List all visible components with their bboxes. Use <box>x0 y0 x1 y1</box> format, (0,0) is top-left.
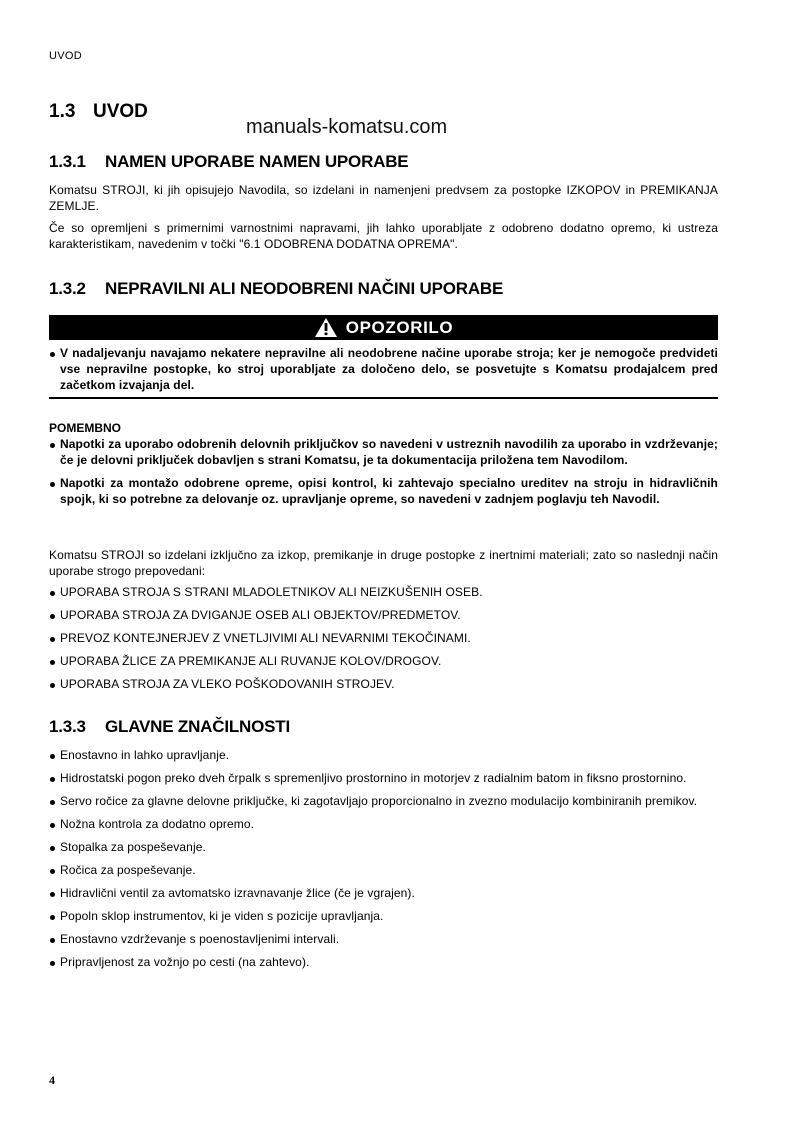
prohibited-item: UPORABA ŽLICE ZA PREMIKANJE ALI RUVANJE KOLOV/DROGOV. <box>49 653 718 669</box>
warning-label: OPOZORILO <box>345 317 454 337</box>
subsection-title-text: NEPRAVILNI ALI NEODOBRENI NAČINI UPORABE <box>105 279 504 298</box>
section-number: 1.3 <box>49 101 76 122</box>
feature-item: Hidravlični ventil za avtomatsko izravnavanje žlice (če je vgrajen). <box>49 885 718 901</box>
subsection-title-text: NAMEN UPORABE NAMEN UPORABE <box>105 152 409 171</box>
subsection-title-text: GLAVNE ZNAČILNOSTI <box>105 717 290 736</box>
important-label: POMEMBNO <box>49 421 121 435</box>
important-list <box>49 436 718 514</box>
subsection-number: 1.3.3 <box>49 717 86 736</box>
subsection-title-1-3-3 <box>49 717 290 737</box>
warning-body <box>49 345 718 400</box>
warning-item: V nadaljevanju navajamo nekatere nepravilne ali neodobrene načine uporabe stroja; ker je nemogoče predvideti vse nepravilne postopke, ko stroj uporabljate za določeno delo, se posvetujte s Komatsu prodajalcem pred začetkom izvajanja del. <box>49 345 718 393</box>
warning-banner <box>49 315 718 340</box>
prohibited-item: PREVOZ KONTEJNERJEV Z VNETLJIVIMI ALI NEVARNIMI TEKOČINAMI. <box>49 630 718 646</box>
warning-triangle-icon <box>314 317 338 338</box>
feature-item: Enostavno vzdrževanje s poenostavljenimi intervali. <box>49 931 718 947</box>
page-number: 4 <box>49 1073 55 1087</box>
feature-item: Pripravljenost za vožnjo po cesti (na zahtevo). <box>49 954 718 970</box>
subsection-title-1-3-1 <box>49 152 408 172</box>
feature-item: Enostavno in lahko upravljanje. <box>49 747 718 763</box>
prohibited-list <box>49 584 718 699</box>
prohibited-item: UPORABA STROJA S STRANI MLADOLETNIKOV ALI NEIZKUŠENIH OSEB. <box>49 584 718 600</box>
prohibited-item: UPORABA STROJA ZA DVIGANJE OSEB ALI OBJEKTOV/PREDMETOV. <box>49 607 718 623</box>
prohibited-item: UPORABA STROJA ZA VLEKO POŠKODOVANIH STROJEV. <box>49 676 718 692</box>
paragraph: Če so opremljeni s primernimi varnostnimi napravami, jih lahko uporabljate z odobreno dodatno opremo, ki ustreza karakteristikam, navedenim v točki "6.1 ODOBRENA DODATNA OPREMA". <box>49 221 718 251</box>
subsection-number: 1.3.2 <box>49 279 86 298</box>
important-item: Napotki za montažo odobrene opreme, opisi kontrol, ki zahtevajo specialno ureditev na stroju in hidravličnih spojk, ki so potrebne za delovanje oz. upravljanje opreme, so navedeni v zadnjem poglavju teh Navodil. <box>49 475 718 507</box>
feature-item: Nožna kontrola za dodatno opremo. <box>49 816 718 832</box>
feature-item: Popoln sklop instrumentov, ki je viden s pozicije upravljanja. <box>49 908 718 924</box>
feature-item: Servo ročice za glavne delovne priključke, ki zagotavljajo proporcionalno in zvezno modulacijo kombiniranih premikov. <box>49 793 718 809</box>
running-header: UVOD <box>49 50 82 62</box>
features-list <box>49 747 718 977</box>
feature-item: Ročica za pospeševanje. <box>49 862 718 878</box>
subsection-number: 1.3.1 <box>49 152 86 171</box>
important-item: Napotki za uporabo odobrenih delovnih priključkov so navedeni v ustreznih navodilih za uporabo in vzdrževanje; če je delovni priključek dobavljen s strani Komatsu, je ta dokumentacija priložena tem Navodilom. <box>49 436 718 468</box>
feature-item: Stopalka za pospeševanje. <box>49 839 718 855</box>
warning-divider <box>49 397 718 399</box>
feature-item: Hidrostatski pogon preko dveh črpalk s spremenljivo prostornino in motorjev z radialnim batom in fiksno prostornino. <box>49 770 718 786</box>
paragraph: Komatsu STROJI so izdelani izključno za izkop, premikanje in druge postopke z inertnimi materiali; zato so naslednji način uporabe strogo prepovedani: <box>49 548 718 578</box>
section-title <box>49 101 148 123</box>
subsection-title-1-3-2 <box>49 279 503 299</box>
watermark: manuals-komatsu.com <box>246 116 448 138</box>
section-title-text: UVOD <box>93 101 148 122</box>
paragraph: Komatsu STROJI, ki jih opisujejo Navodila, so izdelani in namenjeni predvsem za postopke IZKOPOV in PREMIKANJA ZEMLJE. <box>49 183 718 213</box>
